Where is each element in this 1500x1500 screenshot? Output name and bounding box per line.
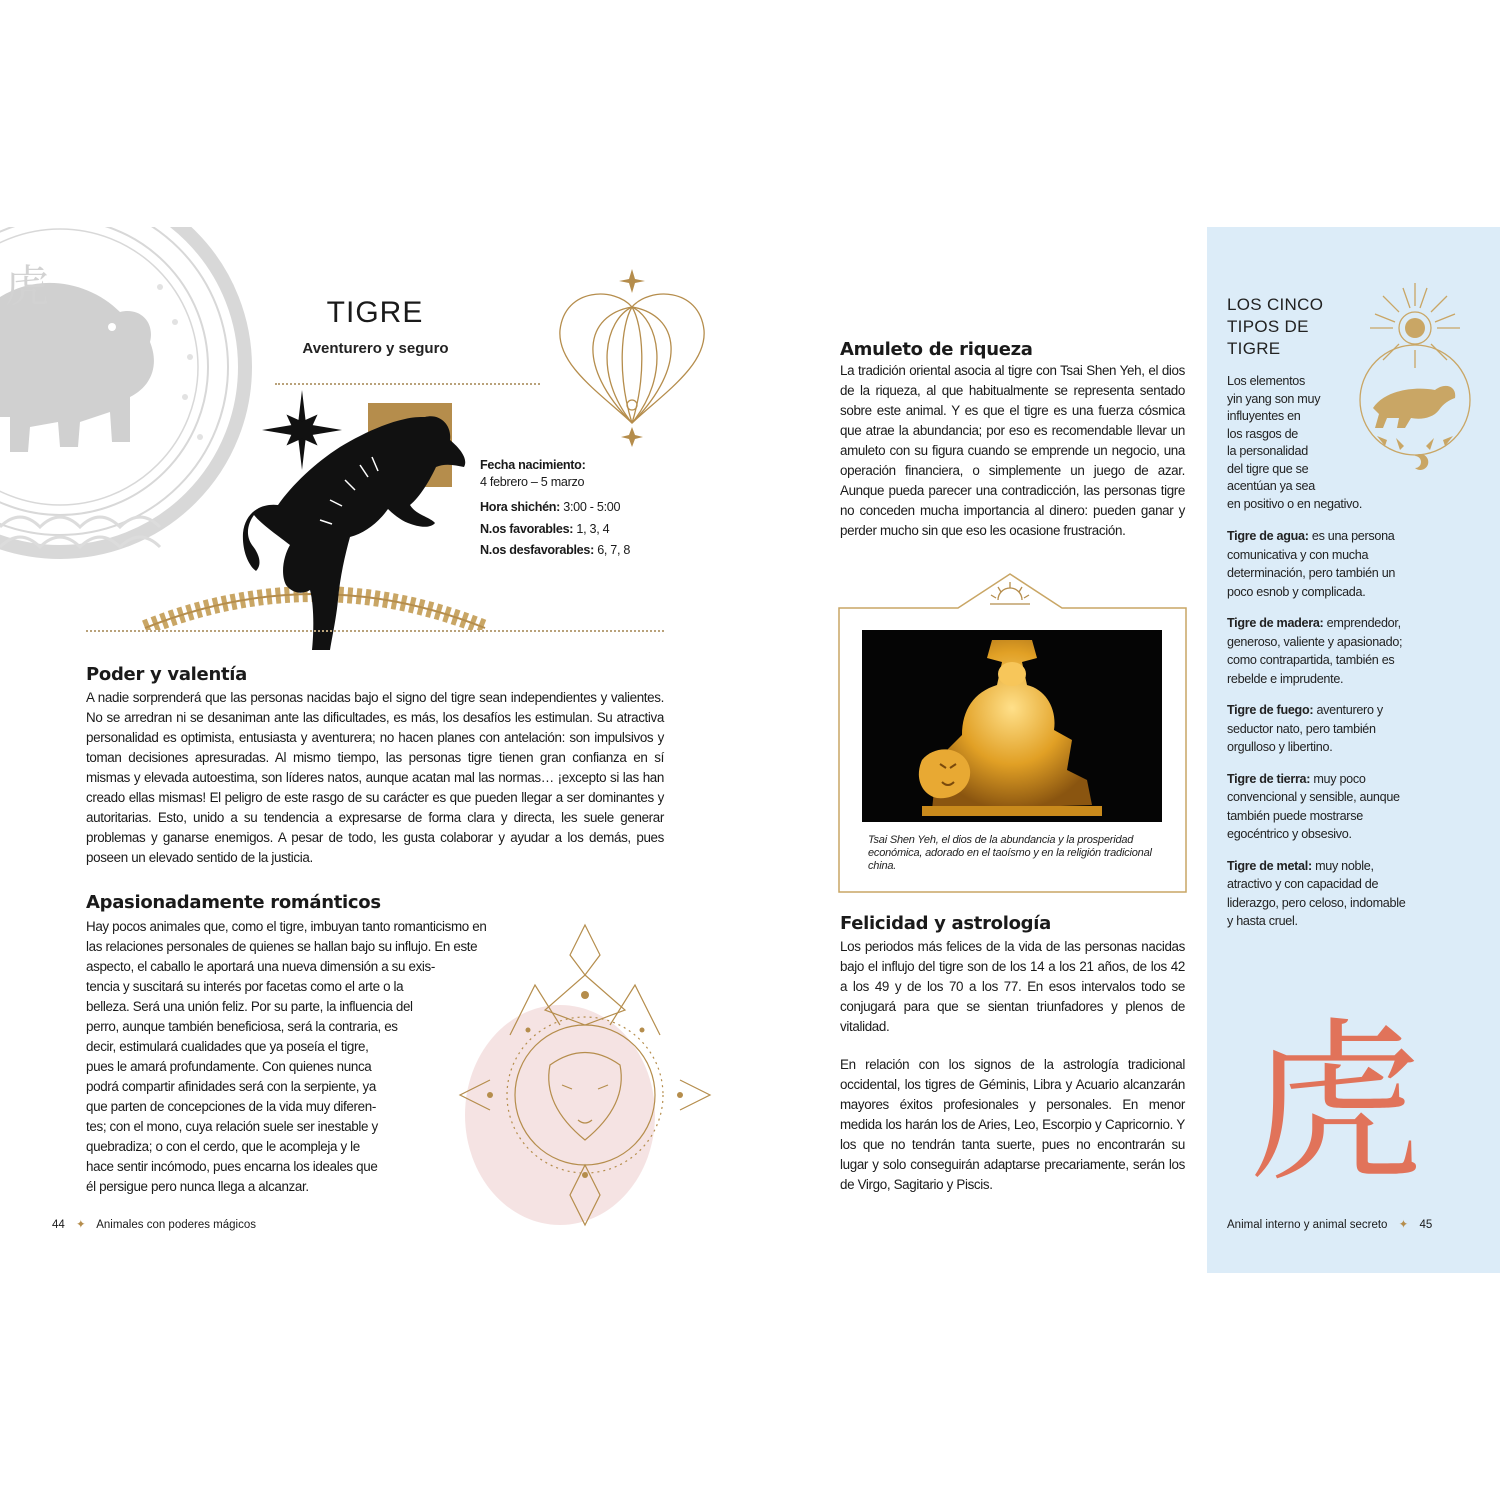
sidebar-intro-line: acentúan ya sea	[1227, 479, 1315, 493]
tiger-type-item	[1227, 770, 1412, 844]
sidebar-intro-line: la personalidad	[1227, 444, 1308, 458]
sidebar-title-line: LOS CINCO	[1227, 295, 1324, 314]
tiger-type-desc: emprendedor, generoso, valiente y apasionado; como contrapartida, también es rebelde e imprudente.	[1227, 616, 1403, 686]
page-number-right: 45	[1419, 1219, 1433, 1231]
romanticos-line: él persigue pero nunca llega a alcanzar.	[86, 1179, 309, 1194]
header-divider	[86, 630, 664, 632]
sidebar-intro-line: yin yang son muy	[1227, 391, 1321, 406]
tiger-type-name: Tigre de fuego:	[1227, 703, 1314, 717]
romanticos-line: pues le amará profundamente. Con quienes nunca	[86, 1059, 372, 1074]
stat-birth-date: Fecha nacimiento: 4 febrero – 5 marzo	[480, 458, 586, 489]
footer-label-left: Animales con poderes mágicos	[96, 1219, 257, 1231]
sidebar-intro	[1227, 373, 1417, 513]
section-text-felicidad-2: En relación con los signos de la astrología tradicional occidental, los tigres de Géminis, Libra y Acuario alcanzarán mayores éxitos profesionales y personales. En menor medida los harán los de Aries, Leo, Escorpio y Capricornio. Y los que no tendrán tanta suerte, pues no encontrarán su lugar y solo conseguirán adaptarse precariamente, serán los de Virgo, Sagitario y Piscis.	[840, 1057, 1185, 1192]
stat-favorable-numbers: N.os favorables: 1, 3, 4	[480, 521, 610, 536]
romanticos-line: decir, estimulará cualidades que ya poseía el tigre,	[86, 1039, 369, 1054]
romanticos-line: podrá compartir afinidades será con la serpiente, ya	[86, 1079, 376, 1094]
tiger-type-item	[1227, 614, 1412, 688]
romanticos-line: las relaciones personales de quienes se hallan bajo su influjo. En este	[86, 939, 478, 954]
deity-photo	[862, 630, 1162, 822]
section-text-romanticos	[86, 917, 546, 1197]
sidebar-title-line: TIPOS DE	[1227, 317, 1309, 336]
page-number-left: 44	[52, 1219, 65, 1231]
tiger-type-desc: muy poco convencional y sensible, aunque también puede mostrarse egocéntrico y obsesivo.	[1227, 771, 1400, 841]
stat-unfavorable-numbers: N.os desfavorables: 6, 7, 8	[480, 543, 631, 557]
romanticos-line: aspecto, el caballo le aportará una nueva dimensión a su exis-	[86, 959, 436, 974]
tiger-kanji: 虎	[1247, 1003, 1423, 1206]
stat-shichen-hour: Hora shichén: 3:00 - 5:00	[480, 500, 621, 514]
section-heading-felicidad: Felicidad y astrología	[840, 913, 1051, 934]
section-text-felicidad-1: Los periodos más felices de la vida de las personas nacidas bajo el influjo del tigre son de los 14 a los 21 años, de los 42 a los 49 y de los 70 a los 77. En esos intervalos todo se conjugará para que se sientan triunfadores y plenos de vitalidad.	[840, 939, 1185, 1034]
golden-statue-illustration	[862, 630, 1162, 822]
right-footer	[1227, 1217, 1432, 1231]
section-text-amuleto: La tradición oriental asocia al tigre con Tsai Shen Yeh, el dios de la riqueza, al que habitualmente se representa sentado sobre este animal. Y es que el tigre es una fuerza cósmica que atrae la abundancia; por eso es recomendable llevar un amuleto con su figura cuando se emprende un negocio, una operación financiera, o simplemente un juego de azar. Aunque pueda parecer una contradicción, las personas tigre no conceden mucha importancia al dinero: pueden ganar y perder mucho sin que eso les ocasione frustración.	[840, 363, 1185, 538]
heart-lantern-ornament	[555, 265, 710, 450]
romanticos-line: Hay pocos animales que, como el tigre, imbuyan tanto romanticismo en	[86, 919, 487, 934]
romanticos-line: tencia y suscitará su interés por facetas como el arte o la	[86, 979, 404, 994]
kanji-watermark: 虎	[5, 261, 49, 312]
footer-star-icon: ✦	[1398, 1219, 1409, 1231]
left-footer	[52, 1217, 256, 1231]
tiger-type-name: Tigre de metal:	[1227, 858, 1312, 873]
sidebar-intro-line: en positivo o en negativo.	[1227, 496, 1363, 511]
tiger-types-list	[1227, 527, 1412, 931]
tiger-type-name: Tigre de madera:	[1227, 616, 1324, 630]
section-heading-poder: Poder y valentía	[86, 664, 247, 685]
section-heading-amuleto: Amuleto de riqueza	[840, 339, 1033, 360]
tiger-type-desc: es una persona comunicativa y con mucha determinación, pero también un poco esnob y complicada.	[1227, 529, 1396, 599]
romanticos-line: quebradiza; o con el cerdo, que le acompleja y le	[86, 1139, 360, 1154]
tiger-type-item	[1227, 527, 1412, 601]
tiger-type-desc: muy noble, atractivo y con capacidad de liderazgo, pero celoso, indomable y hasta cruel.	[1227, 858, 1406, 928]
tiger-type-name: Tigre de tierra:	[1227, 771, 1311, 786]
section-heading-romanticos: Apasionadamente románticos	[86, 892, 381, 913]
section-text-poder: A nadie sorprenderá que las personas nacidas bajo el signo del tigre sean independientes y valientes. No se arredran ni se desaniman ante las dificultades, es más, los desafíos les estimulan. Su atractiva personalidad es optimista, entusiasta y aventurera; no hacen planes con antelación: son impulsivos y toman decisiones apresuradas. Al mismo tiempo, las personas tigre tienen gran confianza en sí mismas y elevada autoestima, son líderes natos, aunque acatan mal las normas… ¡excepto si las han creado ellas mismas! El peligro de este rasgo de su carácter es que pueden llegar a ser dominantes y autoritarias. Esto, unido a su tendencia a expresarse de forma clara y directa, les suele generar problemas y ganarse enemigos. A pesar de todo, les gusta colaborar y ayudar a los demás, pues poseen un elevado sentido de la justicia.	[86, 690, 664, 865]
page-title: TIGRE	[326, 296, 424, 329]
footer-star-icon: ✦	[76, 1219, 86, 1231]
sidebar-intro-line: Los elementos	[1227, 374, 1306, 388]
romanticos-line: tes; con el mono, cuya relación suele ser inestable y	[86, 1119, 378, 1134]
sidebar-title	[1227, 294, 1323, 360]
tiger-stats	[480, 457, 700, 562]
photo-caption: Tsai Shen Yeh, el dios de la abundancia y la prosperidad económica, adorado en el taoísmo y en la religión tradicional china.	[868, 834, 1152, 872]
tiger-type-name: Tigre de agua:	[1227, 529, 1309, 543]
sidebar-title-line: TIGRE	[1227, 339, 1281, 358]
romanticos-line: belleza. Será una unión feliz. Por su parte, la influencia del	[86, 999, 413, 1014]
romanticos-line: perro, aunque también beneficiosa, será la contraria, es	[86, 1019, 398, 1034]
title-divider	[275, 383, 540, 385]
sidebar-intro-line: los rasgos de	[1227, 426, 1299, 441]
leaping-tiger-silhouette	[240, 405, 475, 655]
romanticos-line: hace sentir incómodo, pues encarna los ideales que	[86, 1159, 378, 1174]
tiger-type-desc: aventurero y seductor nato, pero también orgulloso y libertino.	[1227, 703, 1383, 754]
tiger-type-item	[1227, 701, 1412, 757]
sidebar-intro-line: influyentes en	[1227, 409, 1301, 423]
page-subtitle: Aventurero y seguro	[302, 340, 449, 357]
romanticos-line: que parten de concepciones de la vida muy diferen-	[86, 1099, 376, 1114]
sidebar-intro-line: del tigre que se	[1227, 461, 1309, 476]
footer-label-right: Animal interno y animal secreto	[1227, 1219, 1388, 1231]
tiger-type-item	[1227, 857, 1412, 931]
